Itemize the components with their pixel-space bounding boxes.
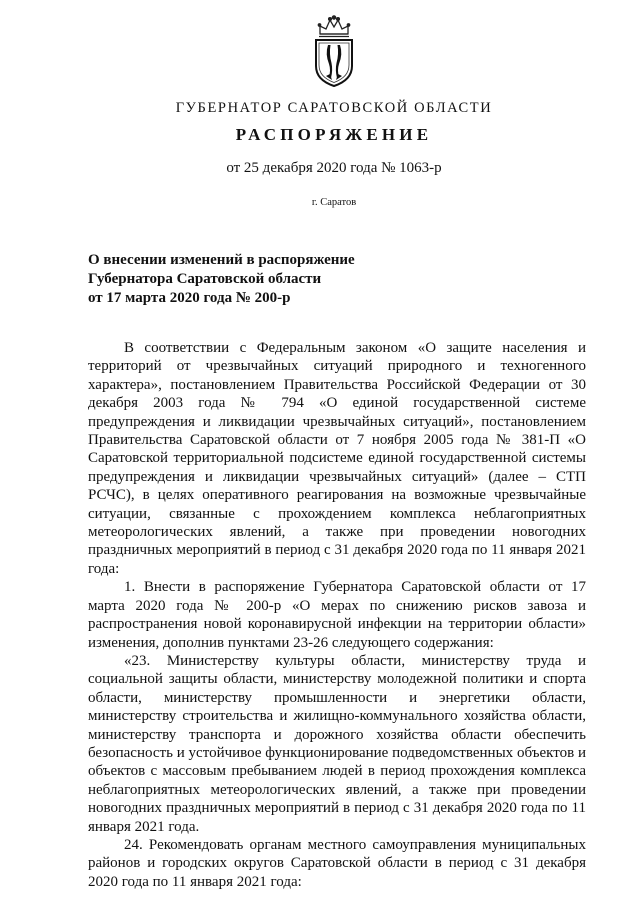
clause-23-paragraph: «23. Министерству культуры области, министерству труда и социальной защиты области, министерству молодежной политики и спорта области, министерству промышленности и энергетики области, министерству строительства и жилищно-коммунального хозяйства области, министерству транспорта и дорожного хозяйства области обеспечить безопасность и устойчивое функционирование подведомственных объектов и объектов с массовым пребыванием людей в период прохождения комплекса неблагоприятных метеорологических явлений, а также при проведении новогодних праздничных мероприятий в период с 31 декабря 2020 года по 11 января 2021 года. — [88, 652, 586, 835]
clause-24-paragraph: 24. Рекомендовать органам местного самоуправления муниципальных районов и городских округов Саратовской области в период с 31 декабря 2020 года по 11 января 2021 года: — [88, 836, 586, 890]
coat-of-arms-icon — [302, 14, 366, 88]
clause-1-paragraph: 1. Внести в распоряжение Губернатора Саратовской области от 17 марта 2020 года № 200-р «О мерах по снижению рисков завоза и распространения новой коронавирусной инфекции на территории области» изменения, дополнив пунктами 23-26 следующего содержания: — [88, 579, 586, 651]
issuing-authority: ГУБЕРНАТОР САРАТОВСКОЙ ОБЛАСТИ — [175, 100, 493, 116]
subject-line: от 17 марта 2020 года № 200-р — [88, 290, 291, 306]
document-type-title: РАСПОРЯЖЕНИЕ — [235, 125, 433, 144]
document-city: г. Саратов — [311, 197, 357, 208]
subject-line: О внесении изменений в распоряжение — [88, 252, 355, 268]
subject-line: Губернатора Саратовской области — [88, 271, 322, 287]
document-body — [88, 339, 586, 891]
document-date-number: от 25 декабря 2020 года № 1063-р — [226, 160, 442, 176]
document-subject — [88, 251, 408, 308]
preamble-paragraph: В соответствии с Федеральным законом «О защите населения и территорий от чрезвычайных ситуаций природного и техногенного характера», постановлением Правительства Российской Федерации от 30 декабря 2003 года № 794 «О единой государственной системе предупреждения и ликвидации чрезвычайных ситуаций», постановлением Правительства Саратовской области от 7 ноября 2005 года № 381-П «О Саратовской территориальной подсистеме единой государственной системы предупреждения и ликвидации чрезвычайных ситуаций» (далее – СТП РСЧС), в целях оперативного реагирования на возможные чрезвычайные ситуации, связанные с прохождением комплекса неблагоприятных метеорологических явлений, а также при проведении новогодних праздничных мероприятий в период с 31 декабря 2020 года по 11 января 2021 года: — [88, 340, 586, 577]
